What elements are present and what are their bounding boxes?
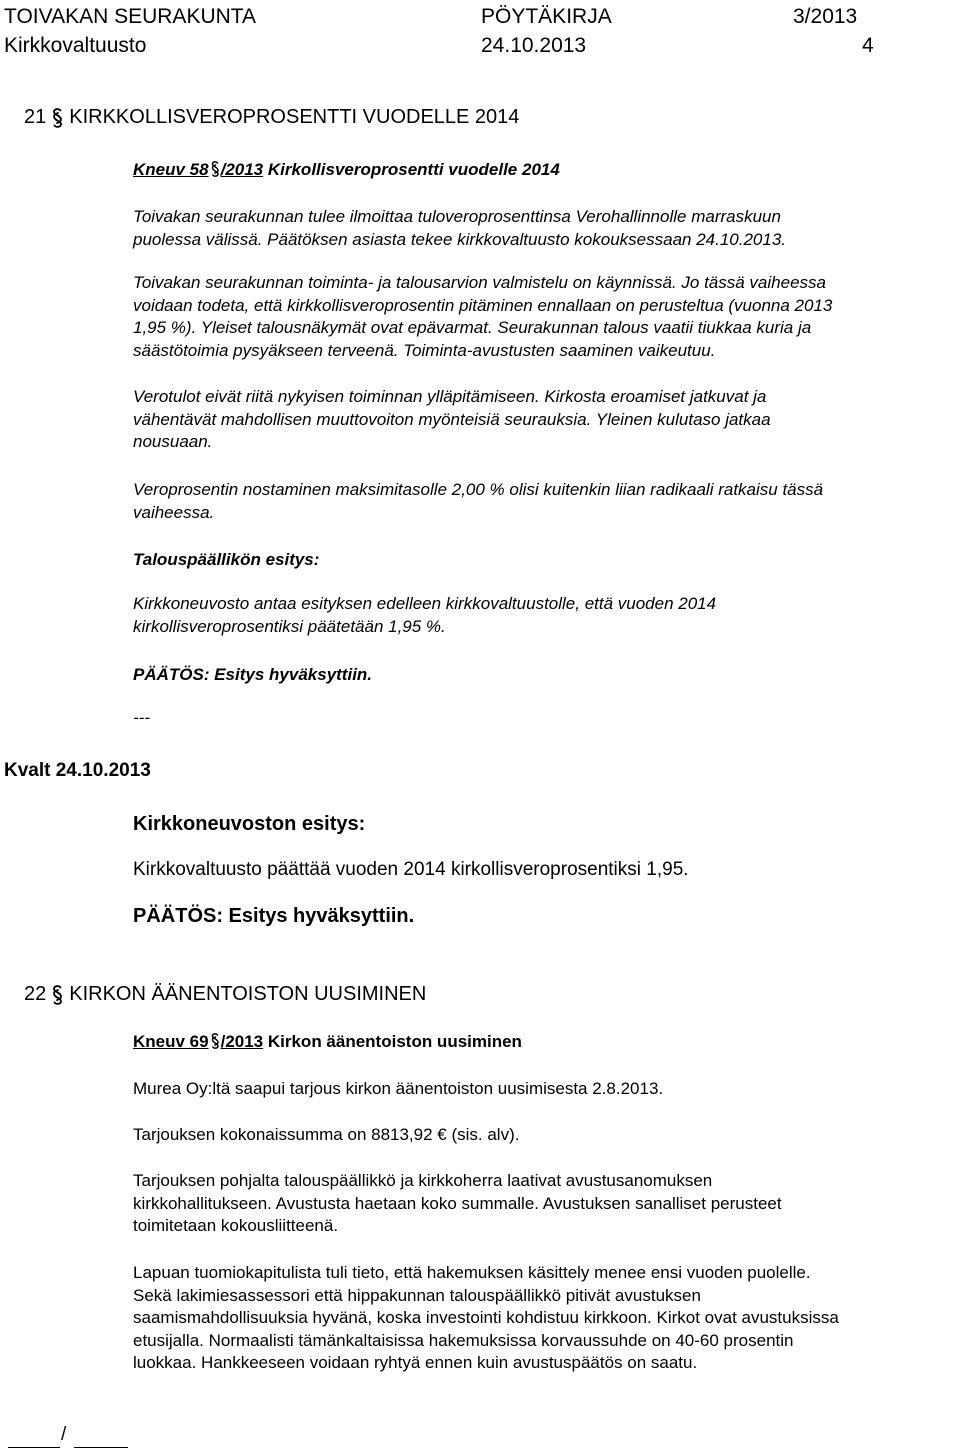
proposal-text: [133, 593, 953, 638]
meeting-body: Kirkkovaltuusto: [4, 34, 147, 57]
text-line: Toivakan seurakunnan tulee ilmoittaa tuloveroprosenttinsa Verohallinnolle marraskuun: [133, 207, 781, 226]
proposal-heading: Talouspäällikön esitys:: [133, 550, 320, 569]
section-number: 21: [24, 106, 47, 128]
agenda-reference: [133, 1032, 522, 1052]
meeting-date: 24.10.2013: [481, 34, 587, 57]
section-sign-icon: [51, 107, 64, 129]
page-number: 4: [862, 34, 874, 57]
section-21-heading: [24, 106, 519, 129]
section-sign-icon: [210, 160, 220, 178]
text-line: vähentävät mahdollisen muuttovoiton myönteisiä seurauksia. Yleinen kulutaso jatkaa: [133, 409, 771, 429]
text-line: voidaan todeta, että kirkkollisveroprosentin pitäminen ennallaan on perusteltua (vuonna 2013: [133, 295, 833, 315]
text-line: 1,95 %). Yleiset talousnäkymät ovat epävarmat. Seurakunnan talous vaatii tiukkaa kuria ja: [133, 318, 812, 337]
reference-title: Kirkon äänentoiston uusiminen: [263, 1032, 522, 1051]
paragraph: [133, 386, 953, 454]
text-line: Verotulot eivät riitä nykyisen toiminnan ylläpitämiseen. Kirkosta eroamiset jatkuvat ja: [133, 387, 767, 406]
text-line: kirkollisveroprosentiksi päätetään 1,95 %.: [133, 616, 446, 636]
text-line: nousuaan.: [133, 432, 213, 451]
reference-id: Kneuv 69: [133, 1032, 209, 1051]
text-line: kirkkohallitukseen. Avustusta haetaan koko summalle. Avustuksen sanalliset perusteet: [133, 1193, 782, 1213]
paragraph: [133, 1262, 953, 1375]
council-proposal-heading: Kirkkoneuvoston esitys:: [133, 813, 366, 835]
decision: PÄÄTÖS: Esitys hyväksyttiin.: [133, 665, 373, 684]
paragraph: [133, 272, 953, 362]
text-line: Kirkkoneuvosto antaa esityksen edelleen kirkkovaltuustolle, että vuoden 2014: [133, 594, 717, 613]
council-date-label: Kvalt 24.10.2013: [4, 760, 151, 781]
section-22-heading: [24, 983, 426, 1006]
separator-dashes: ---: [133, 708, 150, 727]
section-title: KIRKKOLLISVEROPROSENTTI VUODELLE 2014: [69, 106, 520, 128]
text-line: Sekä lakimiesassessori että hippakunnan talouspäällikkö pitivät avustuksen: [133, 1285, 701, 1305]
text-line: Tarjouksen pohjalta talouspäällikkö ja kirkkoherra laativat avustusanomuksen: [133, 1171, 713, 1190]
section-sign-icon: [51, 984, 64, 1006]
text-line: Toivakan seurakunnan toiminta- ja talousarvion valmistelu on käynnissä. Jo tässä vaiheessa: [133, 273, 826, 292]
reference-id: Kneuv 58: [133, 160, 209, 179]
text-line: Veroprosentin nostaminen maksimitasolle 2,00 % olisi kuitenkin liian radikaali ratkaisu tässä: [133, 480, 824, 499]
reference-year: /2013: [220, 1032, 264, 1051]
document-type: PÖYTÄKIRJA: [481, 5, 612, 28]
section-number: 22: [24, 983, 47, 1005]
text-line: Lapuan tuomiokapitulista tuli tieto, että hakemuksen käsittely menee ensi vuoden puolelle.: [133, 1263, 811, 1282]
text-line: toimitetaan kokousliitteenä.: [133, 1216, 339, 1235]
signature-line-right: [74, 1447, 128, 1448]
signature-line-left: [8, 1447, 60, 1448]
text-line: säästötoimia pysyäkseen terveenä. Toiminta-avustusten saaminen vaikeutuu.: [133, 340, 716, 360]
paragraph: [133, 1170, 953, 1238]
section-sign-icon: [210, 1032, 220, 1050]
paragraph: [133, 206, 953, 251]
agenda-reference: [133, 160, 560, 180]
text-line: vaiheessa.: [133, 502, 215, 522]
org-name: TOIVAKAN SEURAKUNTA: [4, 5, 257, 28]
paragraph: Tarjouksen kokonaissumma on 8813,92 € (sis. alv).: [133, 1125, 520, 1144]
text-line: luokkaa. Hankkeeseen voidaan ryhtyä ennen kuin avustuspäätös on saatu.: [133, 1353, 698, 1372]
signature-separator: /: [61, 1424, 67, 1445]
text-line: puolessa välissä. Päätöksen asiasta tekee kirkkovaltuusto kokouksessaan 24.10.2013.: [133, 229, 787, 249]
council-proposal-text: Kirkkovaltuusto päättää vuoden 2014 kirkollisveroprosentiksi 1,95.: [133, 859, 689, 880]
paragraph: [133, 479, 953, 524]
document-number: 3/2013: [793, 5, 858, 28]
reference-year: /2013: [220, 160, 264, 179]
section-title: KIRKON ÄÄNENTOISTON UUSIMINEN: [69, 983, 427, 1005]
text-line: etusijalla. Normaalisti tämänkaltaisissa hakemuksissa korvaussuhde on 40-60 prosentin: [133, 1330, 794, 1350]
paragraph: Murea Oy:ltä saapui tarjous kirkon äänentoiston uusimisesta 2.8.2013.: [133, 1079, 664, 1098]
decision: PÄÄTÖS: Esitys hyväksyttiin.: [133, 905, 415, 927]
reference-title: Kirkollisveroprosentti vuodelle 2014: [263, 160, 560, 179]
text-line: saamismahdollisuuksia hyvänä, koska investointi kohdistuu kirkkoon. Kirkot ovat avustuksissa: [133, 1308, 839, 1327]
